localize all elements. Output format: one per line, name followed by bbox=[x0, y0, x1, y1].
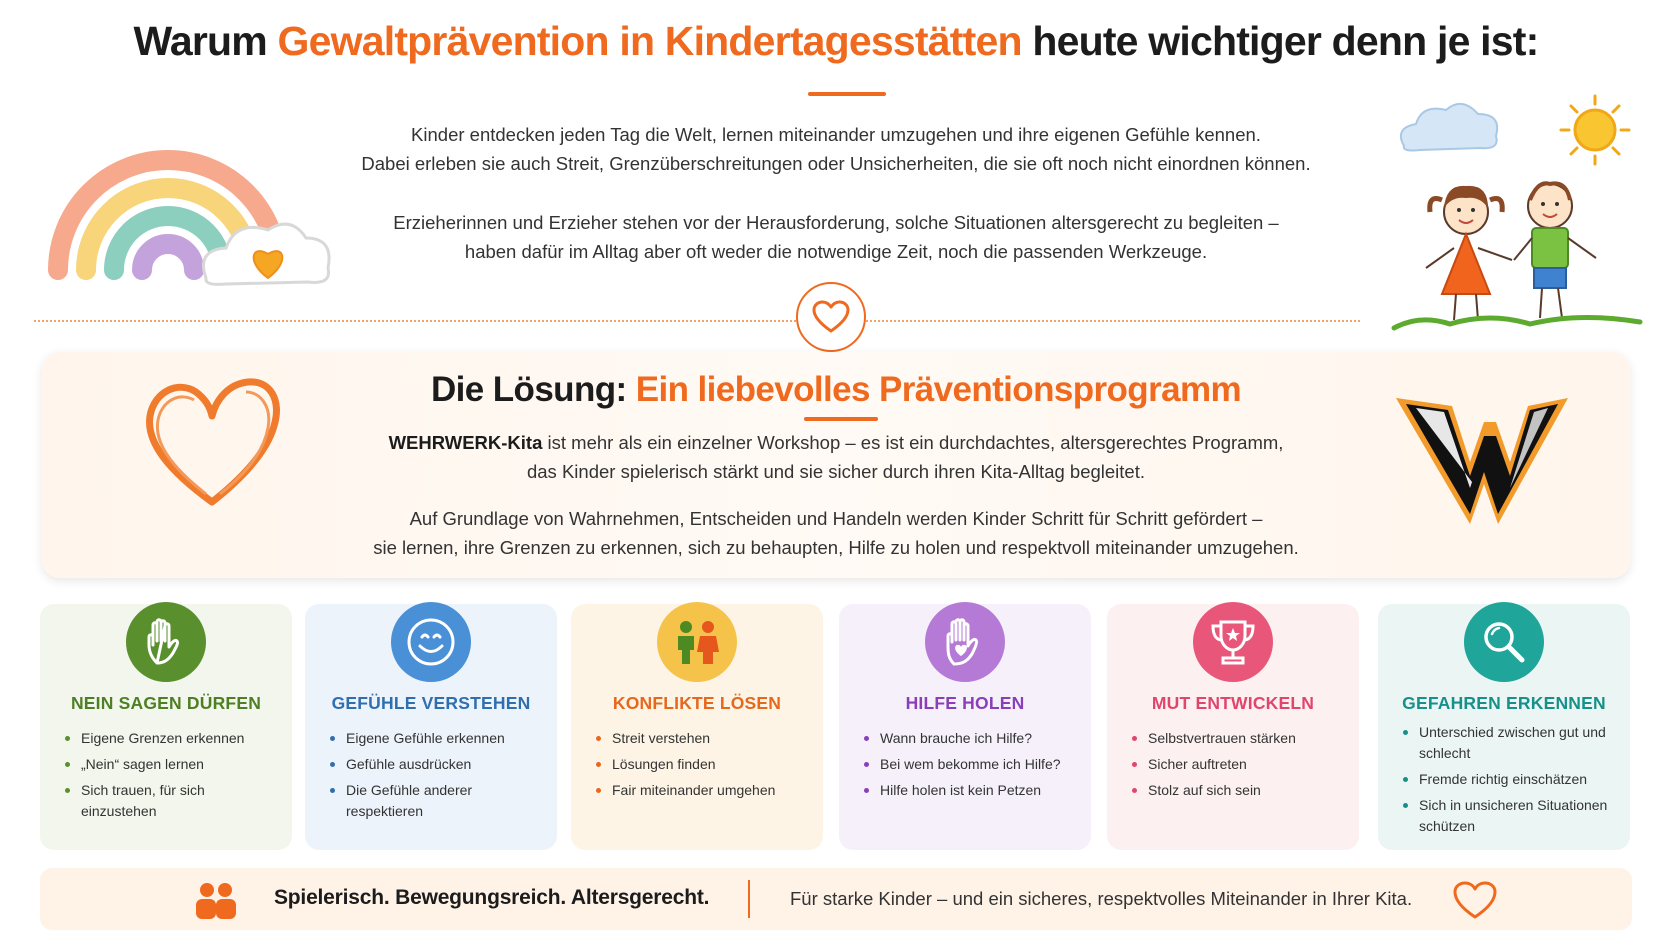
solution-paragraph-2 bbox=[300, 504, 1372, 562]
list-item: Selbstvertrauen stärken bbox=[1131, 728, 1345, 749]
list-item: Die Gefühle anderer respektieren bbox=[329, 780, 543, 822]
page-title bbox=[0, 18, 1672, 65]
list-item: Streit verstehen bbox=[595, 728, 809, 749]
footer-tagline: Spielerisch. Bewegungsreich. Altersgerecht. bbox=[274, 886, 710, 909]
title-text-end: heute wichtiger denn je ist: bbox=[1021, 18, 1539, 64]
card-list bbox=[329, 728, 543, 827]
children-illustration bbox=[1390, 88, 1650, 338]
intro-paragraph-1 bbox=[300, 120, 1372, 178]
intro-line: Erzieherinnen und Erzieher stehen vor der Herausforderung, solche Situationen altersgerecht zu begleiten – bbox=[393, 212, 1279, 233]
solution-line bbox=[300, 428, 1372, 457]
intro-line: haben dafür im Alltag aber oft weder die notwendige Zeit, noch die passenden Werkzeuge. bbox=[464, 241, 1208, 262]
list-item: Hilfe holen ist kein Petzen bbox=[863, 780, 1077, 801]
list-item: „Nein“ sagen lernen bbox=[64, 754, 278, 775]
list-item: Bei wem bekomme ich Hilfe? bbox=[863, 754, 1077, 775]
girl-icon bbox=[1426, 186, 1512, 320]
hand-heart-icon bbox=[925, 602, 1005, 682]
topic-cards bbox=[40, 604, 1632, 850]
list-item: Fremde richtig einschätzen bbox=[1402, 769, 1616, 790]
solution-paragraph-1 bbox=[300, 428, 1372, 486]
list-item: Eigene Grenzen erkennen bbox=[64, 728, 278, 749]
rainbow-illustration bbox=[46, 120, 336, 305]
list-item: Stolz auf sich sein bbox=[1131, 780, 1345, 801]
card-hilfe-holen bbox=[839, 604, 1091, 850]
smiley-icon bbox=[391, 602, 471, 682]
card-title: GEFÜHLE VERSTEHEN bbox=[331, 693, 531, 713]
intro-paragraph-2 bbox=[300, 208, 1372, 266]
solution-title-accent: Ein liebevolles Präventionsprogramm bbox=[635, 370, 1242, 409]
solution-line: sie lernen, ihre Grenzen zu erkennen, sich zu behaupten, Hilfe zu holen und respektvoll miteinander umzugehen. bbox=[373, 537, 1299, 558]
heart-outline-icon bbox=[812, 300, 850, 334]
card-nein-sagen bbox=[40, 604, 292, 850]
solution-line: Auf Grundlage von Wahrnehmen, Entscheiden und Handeln werden Kinder Schritt für Schritt gefördert – bbox=[409, 508, 1263, 529]
card-list bbox=[1131, 728, 1345, 806]
solution-line-rest: ist mehr als ein einzelner Workshop – es ist ein durchdachtes, altersgerechtes Programm, bbox=[542, 432, 1284, 453]
card-title: NEIN SAGEN DÜRFEN bbox=[70, 693, 262, 713]
card-list bbox=[64, 728, 278, 827]
list-item: Fair miteinander umgehen bbox=[595, 780, 809, 801]
divider-heart-badge bbox=[796, 282, 866, 352]
list-item: Unterschied zwischen gut und schlecht bbox=[1402, 722, 1616, 764]
solution-line: das Kinder spielerisch stärkt und sie sicher durch ihren Kita-Alltag begleitet. bbox=[526, 461, 1145, 482]
intro-line: Dabei erleben sie auch Streit, Grenzüberschreitungen oder Unsicherheiten, die sie oft noch nicht einordnen können. bbox=[361, 153, 1311, 174]
grass-icon bbox=[1394, 317, 1640, 328]
magnifier-icon bbox=[1464, 602, 1544, 682]
cloud-icon bbox=[1401, 104, 1497, 151]
title-accent-text: Gewaltprävention in Kindertagesstätten bbox=[277, 18, 1022, 64]
card-title: MUT ENTWICKELN bbox=[1151, 693, 1315, 713]
intro-line: Kinder entdecken jeden Tag die Welt, lernen miteinander umzugehen und ihre eigenen Gefühle kennen. bbox=[411, 124, 1261, 145]
card-gefuehle-verstehen bbox=[305, 604, 557, 850]
list-item: Eigene Gefühle erkennen bbox=[329, 728, 543, 749]
brand-name: WEHRWERK-Kita bbox=[388, 432, 543, 453]
list-item: Wann brauche ich Hilfe? bbox=[863, 728, 1077, 749]
card-mut-entwickeln bbox=[1107, 604, 1359, 850]
solution-title-text: Die Lösung: bbox=[430, 370, 636, 409]
trophy-icon bbox=[1193, 602, 1273, 682]
title-text: Warum bbox=[133, 18, 278, 64]
list-item: Sich in unsicheren Situationen schützen bbox=[1402, 795, 1616, 837]
wehrwerk-logo bbox=[1392, 392, 1572, 532]
footer-banner bbox=[40, 868, 1632, 930]
list-item: Gefühle ausdrücken bbox=[329, 754, 543, 775]
card-title: KONFLIKTE LÖSEN bbox=[612, 693, 782, 713]
card-list bbox=[595, 728, 809, 806]
solution-underline bbox=[804, 417, 878, 421]
card-konflikte-loesen bbox=[571, 604, 823, 850]
section-divider bbox=[34, 320, 1360, 322]
stop-hand-icon bbox=[126, 602, 206, 682]
card-title: GEFAHREN ERKENNEN bbox=[1402, 693, 1606, 713]
two-children-icon bbox=[657, 602, 737, 682]
list-item: Lösungen finden bbox=[595, 754, 809, 775]
card-title: HILFE HOLEN bbox=[905, 693, 1025, 713]
footer-message: Für starke Kinder – und ein sicheres, respektvolles Miteinander in Ihrer Kita. bbox=[790, 888, 1413, 909]
sun-icon bbox=[1561, 96, 1629, 164]
boy-icon bbox=[1514, 183, 1596, 318]
list-item: Sicher auftreten bbox=[1131, 754, 1345, 775]
title-underline bbox=[808, 92, 886, 96]
card-gefahren-erkennen bbox=[1378, 604, 1630, 850]
group-people-icon bbox=[194, 881, 238, 921]
card-list bbox=[863, 728, 1077, 806]
card-list bbox=[1402, 722, 1616, 842]
footer-separator bbox=[748, 880, 750, 918]
list-item: Sich trauen, für sich einzustehen bbox=[64, 780, 278, 822]
heart-outline-icon bbox=[1452, 880, 1498, 920]
